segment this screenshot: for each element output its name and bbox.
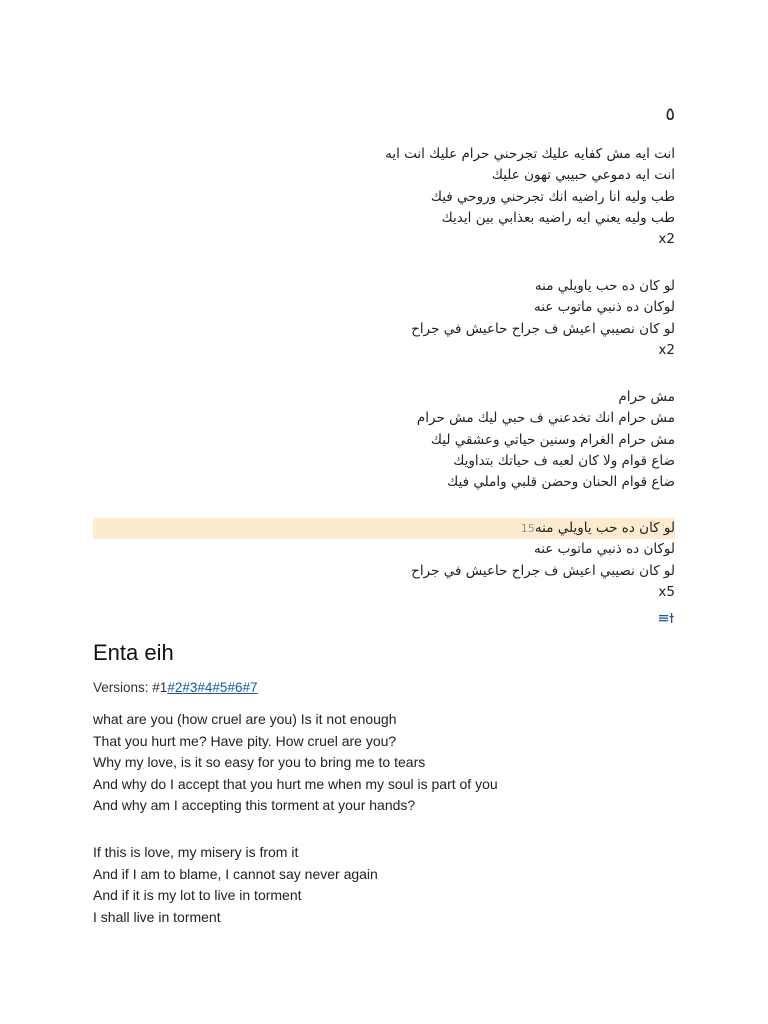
lyric-line: لوكان ده ذنبي ماتوب عنه bbox=[533, 299, 675, 316]
lyric-line: لو كان ده حب ياويلي منه bbox=[534, 278, 675, 294]
verse-number-marker: ٥ bbox=[665, 104, 675, 125]
translation-line: And if it is my lot to live in torment bbox=[93, 887, 302, 903]
lyric-line: طب وليه انا راضيه انك تجرحني وروحي فيك bbox=[430, 188, 675, 205]
version-link-4[interactable]: #4 bbox=[197, 680, 213, 695]
lyric-line: انت ايه دموعي حبيبي تهون عليك bbox=[491, 167, 675, 184]
lyric-line: لوكان ده ذنبي ماتوب عنه bbox=[533, 541, 675, 558]
arabic-stanza-2 bbox=[93, 276, 675, 361]
edit-lines-icon[interactable] bbox=[655, 612, 675, 626]
lyric-line: لو كان نصيبي اعيش ف جراح حاعيش في جراح bbox=[411, 320, 675, 337]
lyric-line: انت ايه مش كفايه عليك تجرحني حرام عليك انت ايه bbox=[385, 146, 675, 162]
translation-line: And why do I accept that you hurt me when my soul is part of you bbox=[93, 775, 498, 792]
edit-lines-icon-glyph bbox=[657, 612, 675, 624]
translation-line: what are you (how cruel are you) Is it not enough bbox=[93, 711, 397, 727]
translation-line: I shall live in torment bbox=[93, 908, 221, 925]
repeat-marker: x5 bbox=[658, 583, 675, 600]
version-link-5[interactable]: #5 bbox=[212, 680, 228, 695]
english-stanza-2 bbox=[93, 842, 693, 928]
version-link-2[interactable]: #2 bbox=[167, 680, 183, 695]
lyric-line: مش حرام bbox=[618, 389, 675, 405]
versions-row bbox=[93, 680, 258, 695]
lyric-line: لو كان نصيبي اعيش ف جراح حاعيش في جراح bbox=[411, 562, 675, 579]
highlighted-lyric-line[interactable] bbox=[93, 518, 675, 539]
translation-line: Why my love, is it so easy for you to bring me to tears bbox=[93, 754, 426, 770]
translation-line: And if I am to blame, I cannot say never again bbox=[93, 865, 378, 882]
translation-line: And why am I accepting this torment at your hands? bbox=[93, 797, 416, 813]
version-link-3[interactable]: #3 bbox=[182, 680, 198, 695]
lyric-line: مش حرام انك تخدعني ف حبي ليك مش حرام bbox=[416, 410, 675, 427]
line-number: 15 bbox=[520, 522, 535, 535]
versions-label: Versions: bbox=[93, 680, 153, 695]
translation-line: That you hurt me? Have pity. How cruel are you? bbox=[93, 732, 397, 749]
lyric-line: ضاع قوام ولا كان لعبه ف حياتك بتداويك bbox=[453, 452, 675, 469]
arabic-stanza-3 bbox=[93, 387, 675, 493]
lyric-line: ضاع قوام الحنان وحضن قلبي واملي فيك bbox=[447, 474, 675, 491]
english-stanza-1 bbox=[93, 709, 693, 817]
version-link-7[interactable]: #7 bbox=[242, 680, 258, 695]
version-link-6[interactable]: #6 bbox=[227, 680, 243, 695]
lyric-line: طب وليه يعني ايه راضيه بعذابي بين ايديك bbox=[441, 209, 675, 226]
arabic-stanza-1 bbox=[93, 144, 675, 250]
lyric-line: مش حرام الغرام وسنين حياتي وعشقي ليك bbox=[430, 431, 675, 448]
lyric-line-text: لو كان ده حب ياويلي منه bbox=[534, 520, 675, 536]
arabic-stanza-4 bbox=[93, 518, 675, 603]
repeat-marker: x2 bbox=[658, 231, 675, 248]
translation-line: If this is love, my misery is from it bbox=[93, 844, 299, 860]
song-title: Enta eih bbox=[93, 640, 174, 665]
repeat-marker: x2 bbox=[658, 341, 675, 358]
current-version: #1 bbox=[152, 680, 168, 695]
